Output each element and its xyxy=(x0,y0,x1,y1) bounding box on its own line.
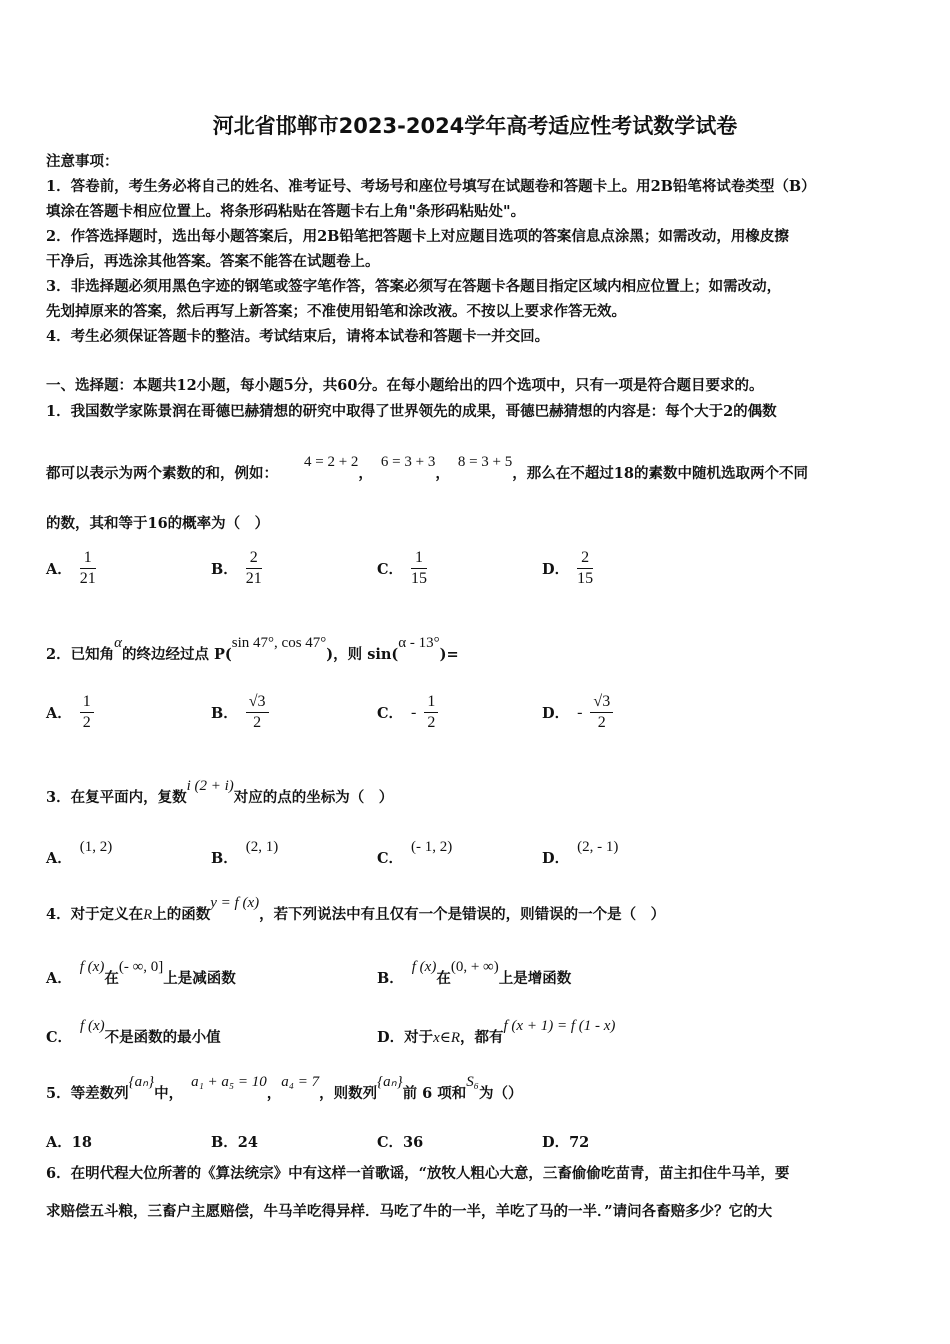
page-title: 河北省邯郸市2023-2024学年高考适应性考试数学试卷 xyxy=(212,114,738,138)
notice-line: 先划掉原来的答案，然后再写上新答案；不准使用铅笔和涂改液。不按以上要求作答无效。 xyxy=(46,303,626,320)
option-c[interactable]: C．36 xyxy=(377,1134,424,1151)
question-6-text: 6．在明代程大位所著的《算法统宗》中有这样一首歌谣，“放牧人粗心大意，三畜偷偷吃苗青，苗主扣住牛马羊，要 xyxy=(46,1165,790,1182)
question-2-text: 2．已知角α的终边经过点 P(sin 47°, cos 47°)，则 sin(α - 13°)= xyxy=(46,635,459,663)
question-1-text: 的数，其和等于16的概率为（ ） xyxy=(46,515,270,532)
notice-line: 填涂在答题卡相应位置上。将条形码粘贴在答题卡右上角"条形码粘贴处"。 xyxy=(46,203,526,220)
option-b[interactable]: B． $\frac{√3}{2}$ xyxy=(211,692,269,733)
notice-line: 干净后，再选涂其他答案。答案不能答在试题卷上。 xyxy=(46,253,380,270)
question-1-text: 都可以表示为两个素数的和，例如：4 = 2 + 2，6 = 3 + 3，8 = 3 + 5，那么在不超过18的素数中随机选取两个不同 xyxy=(46,454,808,482)
option-c[interactable]: C．(- 1, 2) xyxy=(377,839,453,867)
option-c[interactable]: C． $\frac{1}{15}$ xyxy=(377,549,428,587)
notice-line: 4．考生必须保证答题卡的整洁。考试结束后，请将本试卷和答题卡一并交回。 xyxy=(46,328,550,345)
notice-line: 2．作答选择题时，选出每小题答案后，用2B铅笔把答题卡上对应题目选项的答案信息点涂黑；如需改动，用橡皮擦 xyxy=(46,228,789,245)
option-b[interactable]: B．f (x)在(0, + ∞)上是增函数 xyxy=(377,959,572,987)
option-b[interactable]: B．24 xyxy=(211,1134,258,1151)
question-6-text: 求赔偿五斗粮，三畜户主愿赔偿，牛马羊吃得异样．马吃了牛的一半，羊吃了马的一半．”请问各畜赔多少？它的大 xyxy=(46,1203,773,1220)
question-3-text: 3．在复平面内，复数i (2 + i)对应的点的坐标为（ ） xyxy=(46,778,394,806)
option-d[interactable]: D．对于x∈R，都有f (x + 1) = f (1 - x) xyxy=(377,1018,616,1046)
section-heading: 一、选择题：本题共12小题，每小题5分，共60分。在每小题给出的四个选项中，只有一项是符合题目要求的。 xyxy=(46,377,764,394)
option-a[interactable]: A．18 xyxy=(46,1134,92,1151)
option-c[interactable]: C．f (x)不是函数的最小值 xyxy=(46,1018,221,1046)
option-b[interactable]: B．(2, 1) xyxy=(211,839,279,867)
question-4-text: 4．对于定义在R上的函数y = f (x)，若下列说法中有且仅有一个是错误的，则错误的一个是（ ） xyxy=(46,895,666,923)
question-5-text: 5．等差数列{aₙ}中，a₁ + a₅ = 10，a₄ = 7，则数列{aₙ}前 6 项和S₆为（） xyxy=(46,1074,523,1102)
notice-line: 3．非选择题必须用黑色字迹的钢笔或签字笔作答，答案必须写在答题卡各题目指定区域内相应位置上；如需改动， xyxy=(46,278,782,295)
notice-line: 1．答卷前，考生务必将自己的姓名、准考证号、考场号和座位号填写在试题卷和答题卡上。用2B铅笔将试卷类型（B） xyxy=(46,178,816,195)
notice-heading: 注意事项： xyxy=(46,153,119,170)
option-a[interactable]: A．(1, 2) xyxy=(46,839,113,867)
option-d[interactable]: D． $\frac{2}{15}$ xyxy=(542,549,594,587)
option-d[interactable]: D．72 xyxy=(542,1134,590,1151)
option-b[interactable]: B． $\frac{2}{21}$ xyxy=(211,549,262,587)
option-d[interactable]: D． - $\frac{√3}{2}$ xyxy=(542,692,613,733)
option-a[interactable]: A． $\frac{1}{2}$ xyxy=(46,692,94,733)
option-a[interactable]: A． $\frac{1}{21}$ xyxy=(46,549,96,587)
option-a[interactable]: A．f (x)在(- ∞, 0]上是减函数 xyxy=(46,959,236,987)
option-c[interactable]: C． - $\frac{1}{2}$ xyxy=(377,692,438,733)
question-1-text: 1．我国数学家陈景润在哥德巴赫猜想的研究中取得了世界领先的成果，哥德巴赫猜想的内容是：每个大于2的偶数 xyxy=(46,403,777,420)
option-d[interactable]: D．(2, - 1) xyxy=(542,839,619,867)
